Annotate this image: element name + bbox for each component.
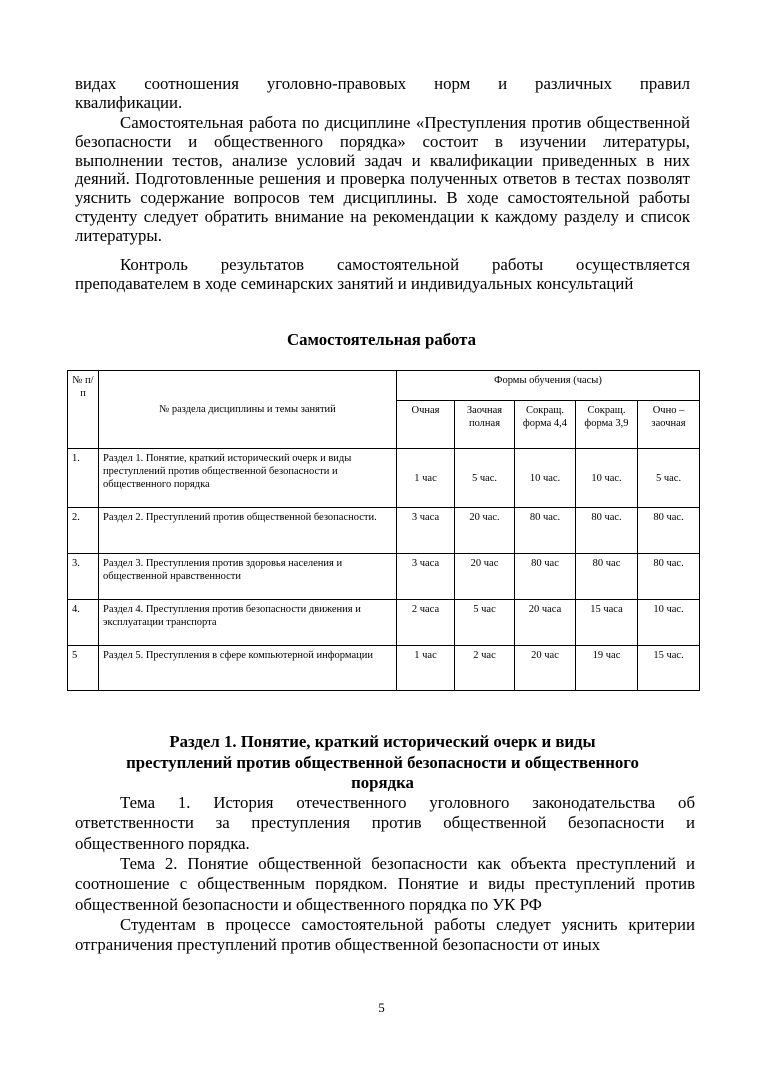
- row-num: 2.: [68, 508, 99, 554]
- row-value: 20 часа: [515, 600, 576, 646]
- row-value: 3 часа: [397, 508, 455, 554]
- paragraph-tema-1: Тема 1. История отечественного уголовного законодательства об ответственности за преступления против общественной безопасности и общественного порядка.: [75, 793, 695, 853]
- row-value: 5 час.: [638, 449, 700, 508]
- paragraph-students: Студентам в процессе самостоятельной работы следует уяснить критерии отграничения преступлений против общественной безопасности от иных: [75, 915, 695, 955]
- row-value: 5 час: [455, 600, 515, 646]
- table-row: [68, 508, 700, 554]
- table-title: Самостоятельная работа: [287, 330, 476, 349]
- row-value: 20 час.: [455, 508, 515, 554]
- header-num: № п/п: [68, 371, 99, 449]
- table-row: [68, 600, 700, 646]
- header-forms: Формы обучения (часы): [397, 371, 700, 401]
- row-value: 80 час.: [576, 508, 638, 554]
- row-num: 5: [68, 646, 99, 691]
- section-heading-line: Раздел 1. Понятие, краткий исторический очерк и виды: [169, 732, 596, 751]
- paragraph-continuation: [75, 75, 690, 113]
- row-section: Раздел 1. Понятие, краткий исторический очерк и виды преступлений против общественной безопасности и общественного порядка: [99, 449, 397, 508]
- table-row: [68, 554, 700, 600]
- row-value: 80 час: [515, 554, 576, 600]
- paragraph-line: Контроль результатов самостоятельной работы осуществляется: [120, 255, 690, 274]
- row-value: 20 час: [515, 646, 576, 691]
- self-study-table: [67, 370, 700, 691]
- row-value: 80 час.: [638, 554, 700, 600]
- row-section: Раздел 2. Преступлений против общественной безопасности.: [99, 508, 397, 554]
- row-num: 1.: [68, 449, 99, 508]
- row-value: 10 час.: [576, 449, 638, 508]
- row-value: 1 час: [397, 646, 455, 691]
- header-col: Сокращ. форма 3,9: [576, 401, 638, 449]
- section-heading: [75, 732, 690, 794]
- header-col: Заочная полная: [455, 401, 515, 449]
- row-value: 20 час: [455, 554, 515, 600]
- section-heading-line: преступлений против общественной безопасности и общественного: [126, 752, 639, 772]
- row-value: 2 час: [455, 646, 515, 691]
- table-row: [68, 449, 700, 508]
- header-col: Очная: [397, 401, 455, 449]
- paragraph-line: преподавателем в ходе семинарских занятий и индивидуальных консультаций: [75, 273, 634, 293]
- row-value: 10 час.: [638, 600, 700, 646]
- header-section: № раздела дисциплины и темы занятий: [99, 371, 397, 449]
- row-value: 1 час: [397, 449, 455, 508]
- row-value: 80 час: [576, 554, 638, 600]
- table-header-row: [68, 371, 700, 401]
- page-number: 5: [378, 1000, 385, 1015]
- paragraph-self-study: Самостоятельная работа по дисциплине «Преступления против общественной безопасности и общественного порядка» состоит в изучении литературы, выполнении тестов, анализе условий задач и квалификации приведенных в них деяний. Подготовленные решения и проверка полученных ответов в тестах позволят уяснить содержание вопросов тем дисциплины. В ходе самостоятельной работы студенту следует обратить внимание на рекомендации к каждому разделу и список литературы.: [75, 113, 690, 245]
- row-value: 3 часа: [397, 554, 455, 600]
- row-value: 5 час.: [455, 449, 515, 508]
- row-value: 80 час.: [515, 508, 576, 554]
- section-heading-line: порядка: [351, 773, 414, 792]
- row-value: 19 час: [576, 646, 638, 691]
- row-num: 4.: [68, 600, 99, 646]
- paragraph-line: видах соотношения уголовно-правовых норм и различных правил: [75, 74, 690, 93]
- row-value: 2 часа: [397, 600, 455, 646]
- row-value: 80 час.: [638, 508, 700, 554]
- table-row: [68, 646, 700, 691]
- header-col: Очно – заочная: [638, 401, 700, 449]
- row-value: 15 часа: [576, 600, 638, 646]
- row-num: 3.: [68, 554, 99, 600]
- paragraph-tema-2: Тема 2. Понятие общественной безопасности как объекта преступлений и соотношение с общественным порядком. Понятие и виды преступлений против общественной безопасности и общественного порядка по УК РФ: [75, 854, 695, 914]
- header-col: Сокращ. форма 4,4: [515, 401, 576, 449]
- row-section: Раздел 3. Преступления против здоровья населения и общественной нравственности: [99, 554, 397, 600]
- paragraph-control: [75, 256, 690, 294]
- paragraph-line: квалификации.: [75, 92, 183, 112]
- row-section: Раздел 5. Преступления в сфере компьютерной информации: [99, 646, 397, 691]
- row-value: 15 час.: [638, 646, 700, 691]
- row-value: 10 час.: [515, 449, 576, 508]
- row-section: Раздел 4. Преступления против безопасности движения и эксплуатации транспорта: [99, 600, 397, 646]
